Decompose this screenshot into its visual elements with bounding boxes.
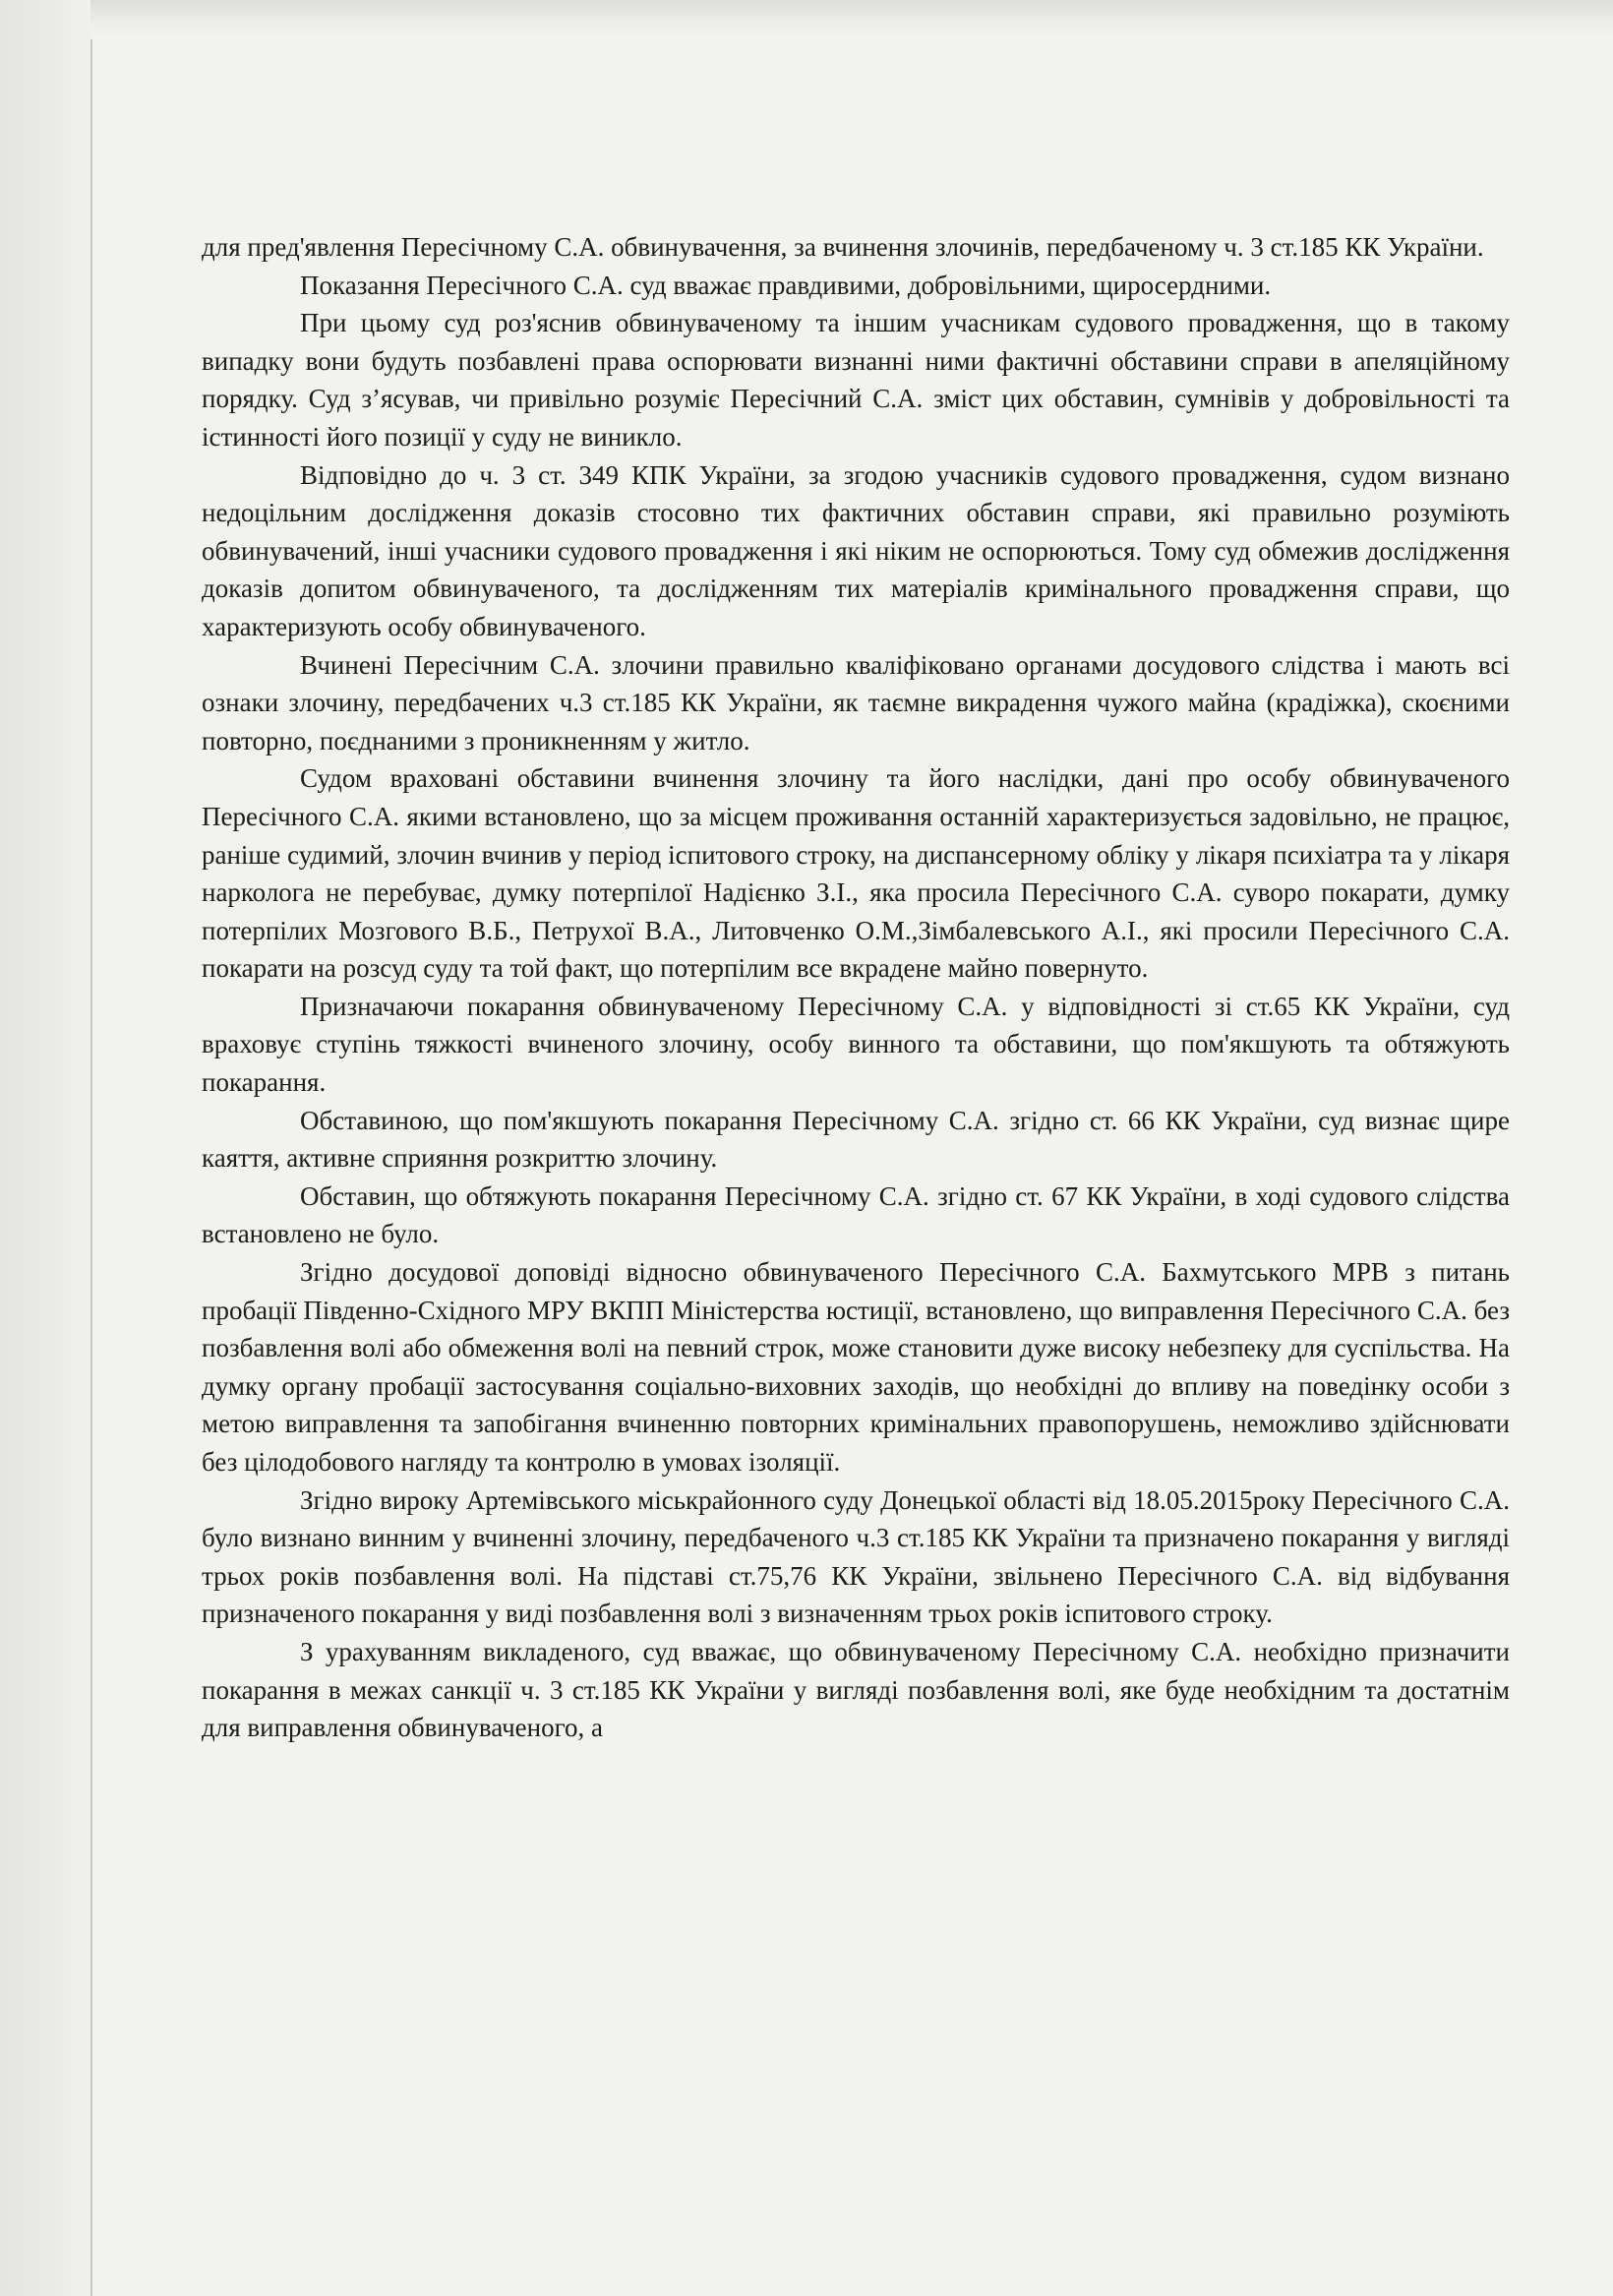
document-body (202, 228, 1510, 1747)
paragraph-8: Обставиною, що пом'якшують покарання Пересічному С.А. згідно ст. 66 КК України, суд визнає щире каяття, активне сприяння розкриттю злочину. (202, 1105, 1510, 1174)
scan-top-shadow (90, 0, 1613, 39)
paragraph-5: Вчинені Пересічним С.А. злочини правильно кваліфіковано органами досудового слідства і мають всі ознаки злочину, передбачених ч.3 ст.185 КК України, як таємне викрадення чужого майна (крадіжка), скоєними повторно, поєднаними з проникненням у житло. (202, 649, 1510, 755)
paragraph-6: Судом враховані обставини вчинення злочину та його наслідки, дані про особу обвинуваченого Пересічного С.А. якими встановлено, що за місцем проживання останній характеризується задовільно, не працює, раніше судимий, злочин вчинив у період іспитового строку, на диспансерному обліку у лікаря психіатра та у лікаря нарколога не перебуває, думку потерпілої Надієнко З.І., яка просила Пересічного С.А. суворо покарати, думку потерпілих Мозгового В.Б., Петрухої В.А., Литовченко О.М.,Зімбалевського А.І., які просили Пересічного С.А. покарати на розсуд суду та той факт, що потерпілим все вкрадене майно повернуто. (202, 763, 1510, 984)
paragraph-1: для пред'явлення Пересічному С.А. обвинувачення, за вчинення злочинів, передбаченому ч. 3 ст.185 КК України. (202, 232, 1484, 262)
paragraph-12: З урахуванням викладеного, суд вважає, що обвинуваченому Пересічному С.А. необхідно призначити покарання в межах санкції ч. 3 ст.185 КК України у вигляді позбавлення волі, яке буде необхідним та достатнім для виправлення обвинуваченого, а (202, 1636, 1510, 1743)
paragraph-4: Відповідно до ч. 3 ст. 349 КПК України, за згодою учасників судового провадження, судом визнано недоцільним дослідження доказів стосовно тих фактичних обставин справи, які правильно розуміють обвинувачений, інші учасники судового провадження і які ніким не оспорюються. Тому суд обмежив дослідження доказів допитом обвинуваченого, та дослідженням тих матеріалів кримінального провадження справи, що характеризують особу обвинуваченого. (202, 459, 1510, 641)
paragraph-7: Призначаючи покарання обвинуваченому Пересічному С.А. у відповідності зі ст.65 КК України, суд враховує ступінь тяжкості вчиненого злочину, особу винного та обставини, що пом'якшують та обтяжують покарання. (202, 991, 1510, 1098)
paragraph-10: Згідно досудової доповіді відносно обвинуваченого Пересічного С.А. Бахмутського МРВ з питань пробації Південно-Східного МРУ ВКПП Міністерства юстиції, встановлено, що виправлення Пересічного С.А. без позбавлення волі або обмеження волі на певний строк, може становити дуже високу небезпеку для суспільства. На думку органу пробації застосування соціально-виховних заходів, що необхідні до впливу на поведінку особи з метою виправлення та запобігання вчиненню повторних кримінальних правопорушень, неможливо здійснювати без цілодобового нагляду та контролю в умовах ізоляції. (202, 1257, 1510, 1477)
paragraph-2: Показання Пересічного С.А. суд вважає правдивими, добровільними, щиросердними. (300, 270, 1272, 300)
paragraph-9: Обставин, що обтяжують покарання Пересічному С.А. згідно ст. 67 КК України, в ході судового слідства встановлено не було. (202, 1180, 1510, 1249)
paragraph-11: Згідно вироку Артемівського міськрайонного суду Донецької області від 18.05.2015року Пересічного С.А. було визнано винним у вчиненні злочину, передбаченого ч.3 ст.185 КК України та призначено покарання у вигляді трьох років позбавлення волі. На підставі ст.75,76 КК України, звільнено Пересічного С.А. від відбування призначеного покарання у виді позбавлення волі з визначенням трьох років іспитового строку. (202, 1484, 1510, 1629)
scan-margin-strip (0, 0, 90, 2296)
page-edge-line (90, 0, 92, 2296)
paragraph-3: При цьому суд роз'яснив обвинуваченому та іншим учасникам судового провадження, що в такому випадку вони будуть позбавлені права оспорювати визнанні ними фактичні обставини справи в апеляційному порядку. Суд з’ясував, чи привільно розуміє Пересічний С.А. зміст цих обставин, сумнівів у добровільності та істинності його позиції у суду не виникло. (202, 308, 1510, 452)
